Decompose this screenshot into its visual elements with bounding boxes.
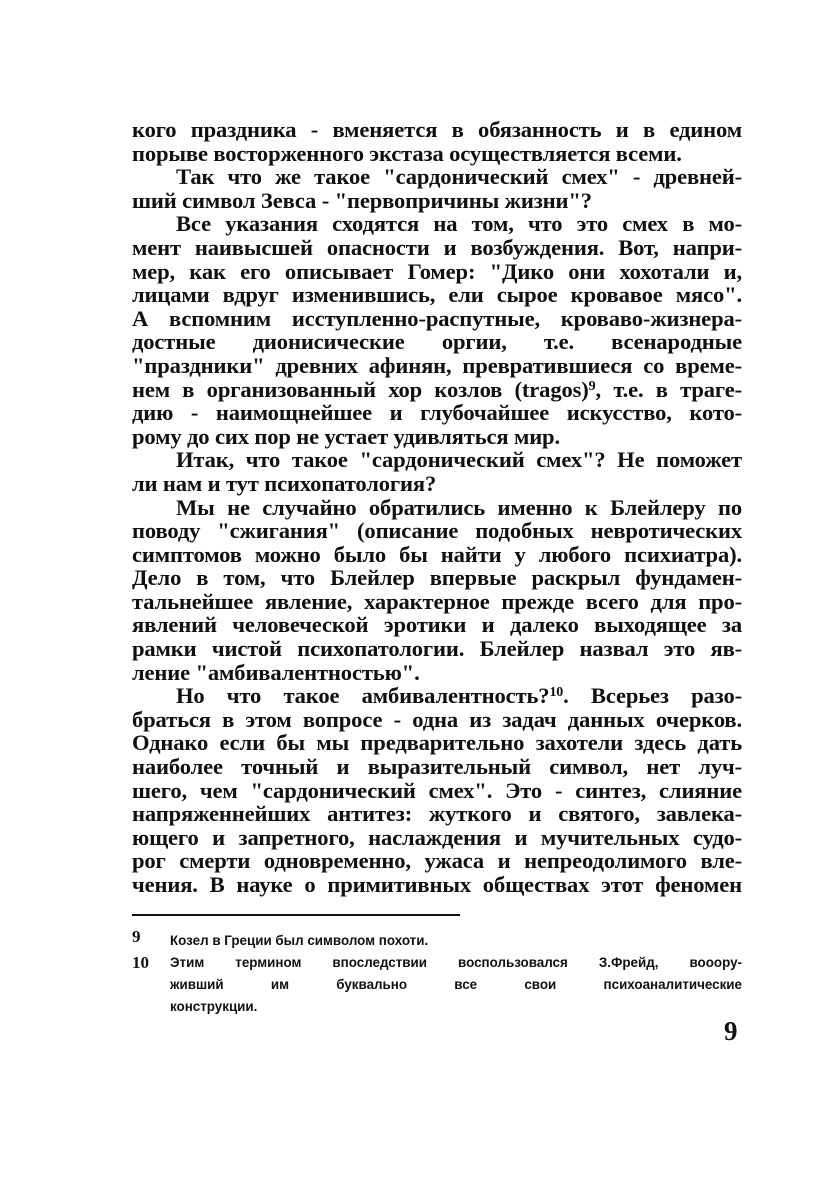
text-line: Но что такое амбивалентность?$^{10}$. Всерьез разо- xyxy=(176,683,742,709)
footnote xyxy=(132,952,742,1018)
text-line: "праздники" древних афинян, превратившиеся со време- xyxy=(132,352,742,378)
text-line: ли нам и тут психопатология? xyxy=(132,470,437,496)
footnote-reference: 10 xyxy=(549,685,564,701)
text-line: напряженнейших антитез: жуткого и святого, завлека- xyxy=(132,801,742,827)
footnote-reference: 9 xyxy=(588,378,596,394)
text-line: ющего и запретного, наслаждения и мучительных судо- xyxy=(132,824,742,850)
text-line: чения. В науке о примитивных обществах этот феномен xyxy=(132,872,742,897)
text-line: Итак, что такое "сардонический смех"? Не поможет xyxy=(176,447,742,473)
footnotes xyxy=(132,927,742,1018)
text-line: Мы не случайно обратились именно к Блейлеру по xyxy=(176,494,742,520)
footnote-number: 9 xyxy=(132,927,141,946)
text-line: порыве восторженного экстаза осуществляется всеми. xyxy=(132,140,682,166)
body-text xyxy=(132,118,742,897)
text-line: явлений человеческой эротики и далеко выходящее за xyxy=(132,612,742,638)
footnote-number: 10 xyxy=(132,953,149,972)
footnote-line: живший им буквально все свои психоаналитические xyxy=(170,977,742,992)
text-line: Однако если бы мы предварительно захотели здесь дать xyxy=(132,730,742,756)
text-line: лицами вдруг изменившись, ели сырое кровавое мясо". xyxy=(132,282,742,308)
footnote-line: Козел в Греции был символом похоти. xyxy=(170,933,429,948)
text-line: рому до сих пор не устает удивляться мир. xyxy=(132,423,560,449)
text-line: дию - наимощнейшее и глубочайшее искусство, кото- xyxy=(132,400,742,426)
text-line: рамки чистой психопатологии. Блейлер назвал это яв- xyxy=(132,636,742,662)
footnote-separator xyxy=(132,914,460,916)
text-line: ление "амбивалентностью". xyxy=(132,659,420,685)
page-number: 9 xyxy=(724,1016,738,1046)
text-line: мент наивысшей опасности и возбуждения. Вот, напри- xyxy=(132,234,742,260)
text-line: Так что же такое "сардонический смех" - древней- xyxy=(176,164,742,190)
text-line: симптомов можно было бы найти у любого психиатра). xyxy=(132,541,742,567)
footnote-line: Этим термином впоследствии воспользовался З.Фрейд, вооору- xyxy=(170,955,742,970)
text-line: поводу "сжигания" (описание подобных невротических xyxy=(132,518,742,544)
text-line: мер, как его описывает Гомер: "Дико они хохотали и, xyxy=(132,258,742,284)
text-line: достные дионисические оргии, т.е. всенародные xyxy=(132,329,742,355)
text-line: кого праздника - вменяется в обязанность и в едином xyxy=(132,117,742,142)
footnote-line: конструкции. xyxy=(170,999,258,1014)
text-line: нем в организованный хор козлов (tragos)$^9$, т.е. в траге- xyxy=(132,376,742,402)
text-line: тальнейшее явление, характерное прежде всего для про- xyxy=(132,588,742,614)
text-line: рог смерти одновременно, ужаса и непреодолимого вле- xyxy=(132,848,742,874)
text-line: шего, чем "сардонический смех". Это - синтез, слияние xyxy=(132,777,742,803)
text-line: наиболее точный и выразительный символ, нет луч- xyxy=(132,754,742,780)
text-line: браться в этом вопросе - одна из задач данных очерков. xyxy=(132,706,742,732)
text-line: Все указания сходятся на том, что это смех в мо- xyxy=(176,211,742,237)
text-line: Дело в том, что Блейлер впервые раскрыл фундамен- xyxy=(132,565,742,591)
text-line: ший символ Зевса - "первопричины жизни"? xyxy=(132,187,592,213)
text-line: А вспомним исступленно-распутные, кроваво-жизнера- xyxy=(132,305,742,331)
footnote xyxy=(132,927,742,952)
